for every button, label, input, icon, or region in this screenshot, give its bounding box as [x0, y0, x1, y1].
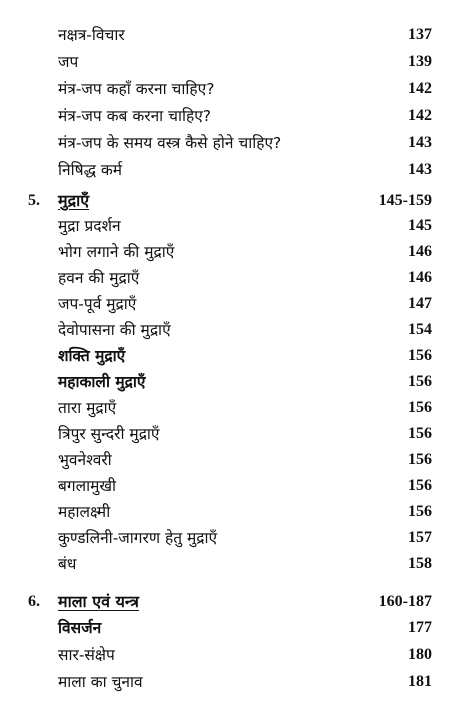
toc-entry-title: शक्ति मुद्राएँ: [58, 347, 126, 365]
toc-entry-page: 145: [408, 217, 432, 234]
toc-entry-page: 137: [408, 26, 432, 43]
toc-entry-page: 180: [408, 646, 432, 663]
toc-entry-page: 181: [408, 673, 432, 690]
toc-entry-page: 157: [408, 529, 432, 546]
toc-entry: [0, 76, 460, 102]
toc-entry-page: 154: [408, 321, 432, 338]
toc-entry: [0, 265, 460, 291]
toc-entry-title: बंध: [58, 555, 77, 573]
toc-entry-page: 156: [408, 503, 432, 520]
toc-entry: [0, 291, 460, 317]
toc-entry: [0, 499, 460, 525]
toc-entry-title: देवोपासना की मुद्राएँ: [58, 321, 171, 339]
toc-entry: [0, 317, 460, 343]
toc-entry-page: 156: [408, 477, 432, 494]
toc-entry-page: 146: [408, 269, 432, 286]
toc-entry: [0, 669, 460, 695]
toc-entry-title: माला का चुनाव: [58, 673, 143, 691]
toc-entry-title: सार-संक्षेप: [58, 646, 115, 664]
toc-entry-page: 142: [408, 80, 432, 97]
toc-entry-title: विसर्जन: [58, 619, 102, 637]
toc-entry: [0, 343, 460, 369]
chapter-title: मुद्राएँ: [58, 191, 90, 210]
toc-entry: [0, 447, 460, 473]
toc-entry-title: महालक्ष्मी: [58, 503, 111, 521]
toc-entry-page: 139: [408, 53, 432, 70]
toc-entry: [0, 395, 460, 421]
chapter-page-range: 145-159: [378, 192, 432, 209]
chapter-title: माला एवं यन्त्र: [58, 592, 139, 611]
toc-entry-page: 158: [408, 555, 432, 572]
chapter-number: 5.: [28, 192, 40, 209]
toc-entry-title: कुण्डलिनी-जागरण हेतु मुद्राएँ: [58, 529, 218, 547]
toc-entry-title: मंत्र-जप के समय वस्त्र कैसे होने चाहिए?: [58, 134, 282, 152]
toc-entry-page: 156: [408, 451, 432, 468]
toc-entry: [0, 157, 460, 183]
toc-entry-title: तारा मुद्राएँ: [58, 399, 117, 417]
chapter-number: 6.: [28, 593, 40, 610]
toc-entry-title: जप: [58, 53, 79, 71]
chapter-page-range: 160-187: [378, 593, 432, 610]
toc-entry: [0, 213, 460, 239]
toc-entry-page: 156: [408, 373, 432, 390]
toc-entry-title: भुवनेश्वरी: [58, 451, 112, 469]
toc-entry: [0, 22, 460, 48]
toc-entry: [0, 615, 460, 641]
toc-entry: [0, 369, 460, 395]
toc-entry-page: 156: [408, 399, 432, 416]
toc-entry: [0, 642, 460, 668]
toc-entry-title: बगलामुखी: [58, 477, 117, 495]
toc-entry: [0, 239, 460, 265]
toc-entry-title: जप-पूर्व मुद्राएँ: [58, 295, 137, 313]
toc-entry-title: त्रिपुर सुन्दरी मुद्राएँ: [58, 425, 160, 443]
toc-entry-title: मंत्र-जप कब करना चाहिए?: [58, 107, 212, 125]
toc-entry-page: 156: [408, 347, 432, 364]
toc-entry-page: 143: [408, 161, 432, 178]
chapter-heading: [0, 188, 460, 214]
toc-entry-title: भोग लगाने की मुद्राएँ: [58, 243, 175, 261]
toc-entry: [0, 130, 460, 156]
toc-entry-page: 177: [408, 619, 432, 636]
toc-entry: [0, 421, 460, 447]
toc-entry: [0, 525, 460, 551]
toc-entry-page: 156: [408, 425, 432, 442]
toc-entry: [0, 49, 460, 75]
toc-entry-title: मुद्रा प्रदर्शन: [58, 217, 121, 235]
toc-entry-title: मंत्र-जप कहाँ करना चाहिए?: [58, 80, 215, 98]
toc-entry: [0, 473, 460, 499]
toc-entry-title: हवन की मुद्राएँ: [58, 269, 140, 287]
toc-entry-page: 143: [408, 134, 432, 151]
toc-entry-title: नक्षत्र-विचार: [58, 26, 125, 44]
chapter-heading: [0, 589, 460, 615]
toc-entry: [0, 551, 460, 577]
toc-entry-page: 147: [408, 295, 432, 312]
toc-entry: [0, 103, 460, 129]
toc-entry-page: 146: [408, 243, 432, 260]
toc-entry-page: 142: [408, 107, 432, 124]
toc-entry-title: महाकाली मुद्राएँ: [58, 373, 146, 391]
toc-entry-title: निषिद्ध कर्म: [58, 161, 123, 179]
